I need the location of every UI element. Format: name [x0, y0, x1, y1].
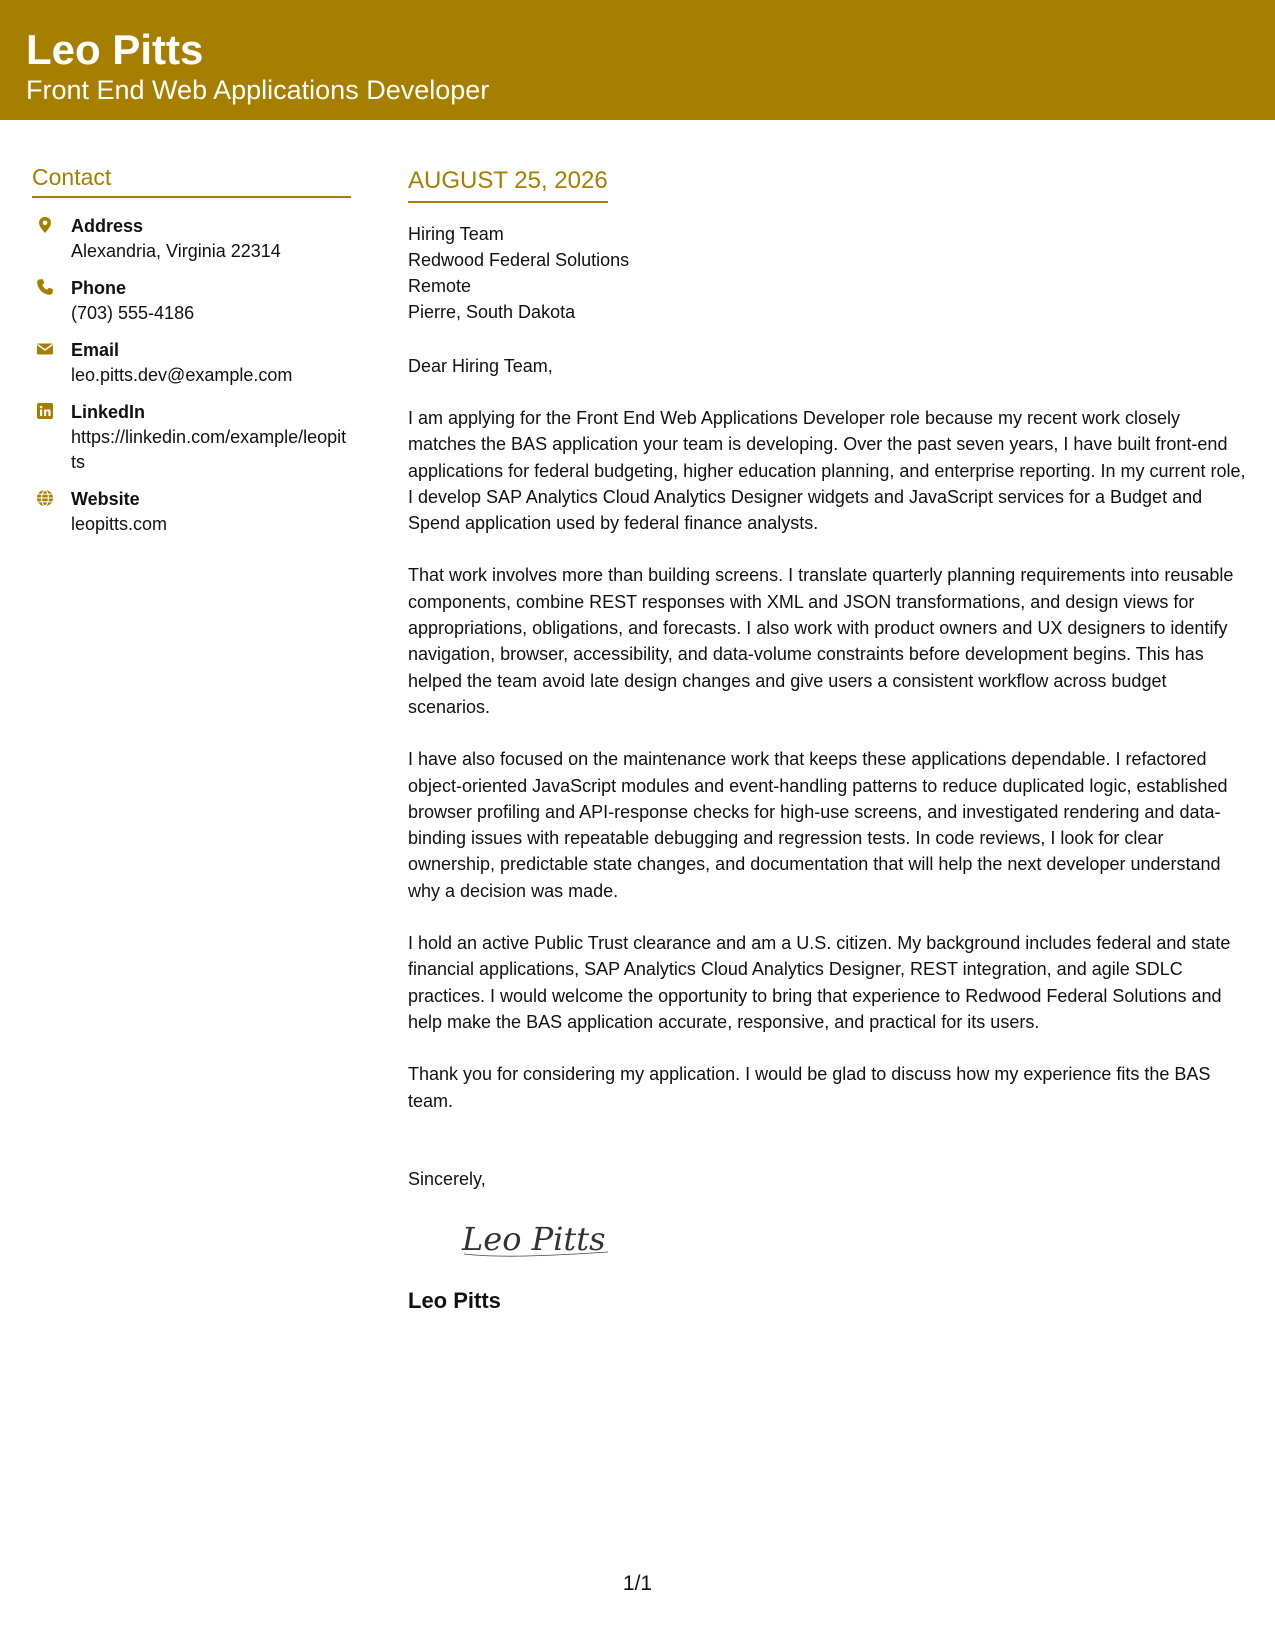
contact-phone-value: (703) 555-4186: [71, 303, 195, 323]
map-pin-icon: [36, 216, 54, 234]
contact-address-label: Address: [71, 216, 144, 236]
salutation: Dear Hiring Team,: [408, 356, 553, 376]
signer-name: Leo Pitts: [408, 1287, 501, 1313]
recipient-line: Redwood Federal Solutions: [408, 250, 630, 270]
contact-address: [32, 214, 351, 264]
recipient-line: Hiring Team: [408, 224, 504, 244]
header-banner: [0, 0, 1275, 120]
contact-website: [32, 487, 351, 537]
letter-body: [408, 165, 1253, 1316]
contact-website-label: Website: [71, 489, 140, 509]
signature-text: Leo Pitts: [462, 1219, 606, 1258]
handwritten-signature: [458, 1216, 618, 1264]
recipient-block: [408, 221, 1253, 325]
letter-paragraph: That work involves more than building screens. I translate quarterly planning requirements into reusable components, combine REST responses with XML and JSON transformations, and design views for appropriations, obligations, and forecasts. I also work with product owners and UX designers to identify navigation, browser, accessibility, and data-volume constraints before development begins. This has helped the team avoid late design changes and give users a consistent workflow across budget scenarios.: [408, 565, 1234, 717]
recipient-line: Pierre, South Dakota: [408, 302, 576, 322]
candidate-name: Leo Pitts: [26, 26, 204, 73]
contact-email-value: leo.pitts.dev@example.com: [71, 365, 293, 385]
phone-icon: [36, 278, 54, 296]
letter-paragraph: I have also focused on the maintenance work that keeps these applications dependable. I refactored object-oriented JavaScript modules and event-handling patterns to reduce duplicated logic, established browser profiling and API-response checks for high-use screens, and investigated rendering and data-binding issues with repeatable debugging and regression tests. In code reviews, I look for clear ownership, predictable state changes, and documentation that will help the next developer understand why a decision was made.: [408, 749, 1228, 901]
closing: Sincerely,: [408, 1168, 486, 1189]
job-title: Front End Web Applications Developer: [26, 75, 490, 105]
contact-email-label: Email: [71, 340, 120, 360]
contact-linkedin: [32, 400, 351, 475]
contact-address-value: Alexandria, Virginia 22314: [71, 241, 281, 261]
contact-email: [32, 338, 351, 388]
letter-date: AUGUST 25, 2026: [408, 165, 608, 203]
linkedin-icon: [36, 402, 54, 420]
letter-paragraph: Thank you for considering my application. I would be glad to discuss how my experience fits the BAS team.: [408, 1064, 1211, 1111]
letter-paragraph: I am applying for the Front End Web Applications Developer role because my recent work closely matches the BAS application your team is developing. Over the past seven years, I have built front-end applications for federal budgeting, higher education planning, and enterprise reporting. In my current role, I develop SAP Analytics Cloud Analytics Designer widgets and JavaScript services for a Budget and Spend application used by federal finance analysts.: [408, 408, 1246, 534]
letter-paragraph: I hold an active Public Trust clearance and am a U.S. citizen. My background includes federal and state financial applications, SAP Analytics Cloud Analytics Designer, REST integration, and agile SDLC practices. I would welcome the opportunity to bring that experience to Redwood Federal Solutions and help make the BAS application accurate, responsive, and practical for its users.: [408, 933, 1231, 1032]
recipient-line: Remote: [408, 276, 472, 296]
page-number: 1/1: [622, 1572, 653, 1595]
contact-phone-label: Phone: [71, 278, 127, 298]
contact-sidebar: [32, 162, 351, 549]
globe-icon: [36, 489, 54, 507]
contact-heading: Contact: [32, 162, 351, 198]
envelope-icon: [36, 340, 54, 358]
contact-linkedin-label: LinkedIn: [71, 402, 146, 422]
contact-website-value[interactable]: leopitts.com: [71, 514, 168, 534]
contact-linkedin-value[interactable]: https://linkedin.com/example/leopitts: [71, 427, 347, 472]
contact-phone: [32, 276, 351, 326]
